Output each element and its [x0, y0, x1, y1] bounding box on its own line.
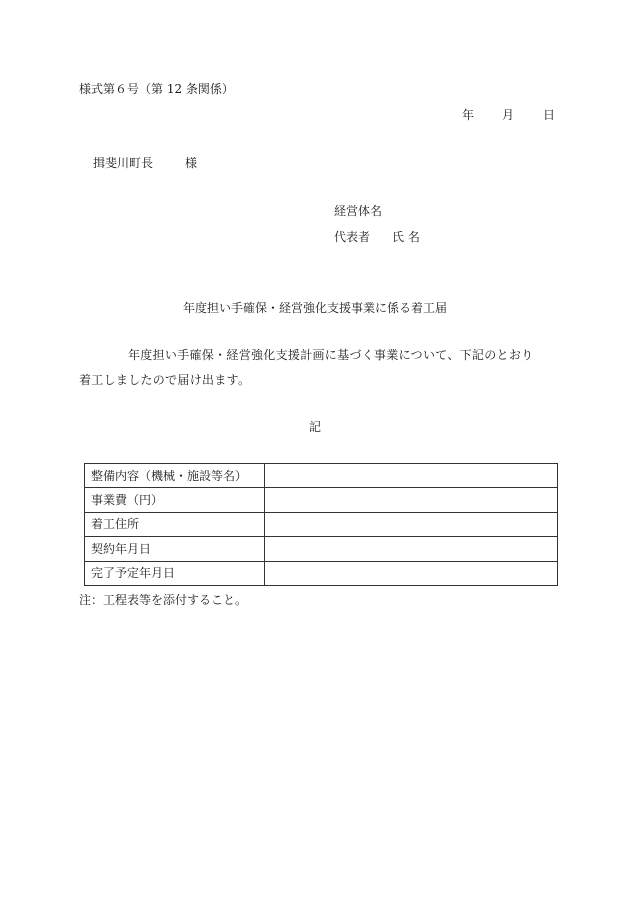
sender-name-label: 氏 名 [392, 230, 420, 244]
table-row [85, 561, 558, 585]
date-year-label: 年 [462, 108, 475, 122]
ki-heading: 記 [308, 420, 321, 434]
document-title: 年度担い手確保・経営強化支援事業に係る着工届 [182, 301, 447, 315]
addressee-honorific: 様 [185, 156, 198, 170]
table-cell-value[interactable] [265, 537, 558, 561]
table-cell-value[interactable] [265, 488, 558, 512]
table-cell-label: 着工住所 [85, 512, 265, 536]
form-number: 様式第６号（第 12 条関係） [79, 82, 234, 96]
sender-representative [334, 229, 420, 245]
body-text-line-1: 年度担い手確保・経営強化支援計画に基づく事業について、下記のとおり [128, 348, 534, 362]
table-row [85, 464, 558, 488]
date-month-label: 月 [502, 108, 515, 122]
table-cell-label: 整備内容（機械・施設等名） [85, 464, 265, 488]
body-text-line-2: 着工しましたので届け出ます。 [79, 373, 251, 387]
date-day-label: 日 [543, 108, 556, 122]
table-cell-label: 契約年月日 [85, 537, 265, 561]
footnote: 注：工程表等を添付すること。 [79, 593, 248, 607]
table-cell-value[interactable] [265, 464, 558, 488]
date-line [462, 107, 555, 123]
table-cell-label: 完了予定年月日 [85, 561, 265, 585]
addressee [93, 155, 197, 171]
sender-rep-label: 代表者 [334, 230, 371, 244]
table-row [85, 537, 558, 561]
table-row [85, 488, 558, 512]
table-cell-label: 事業費（円） [85, 488, 265, 512]
table-cell-value[interactable] [265, 512, 558, 536]
info-table [84, 463, 558, 586]
addressee-name: 揖斐川町長 [93, 156, 154, 170]
table-row [85, 512, 558, 536]
table-cell-value[interactable] [265, 561, 558, 585]
sender-org-label: 経営体名 [334, 204, 383, 218]
